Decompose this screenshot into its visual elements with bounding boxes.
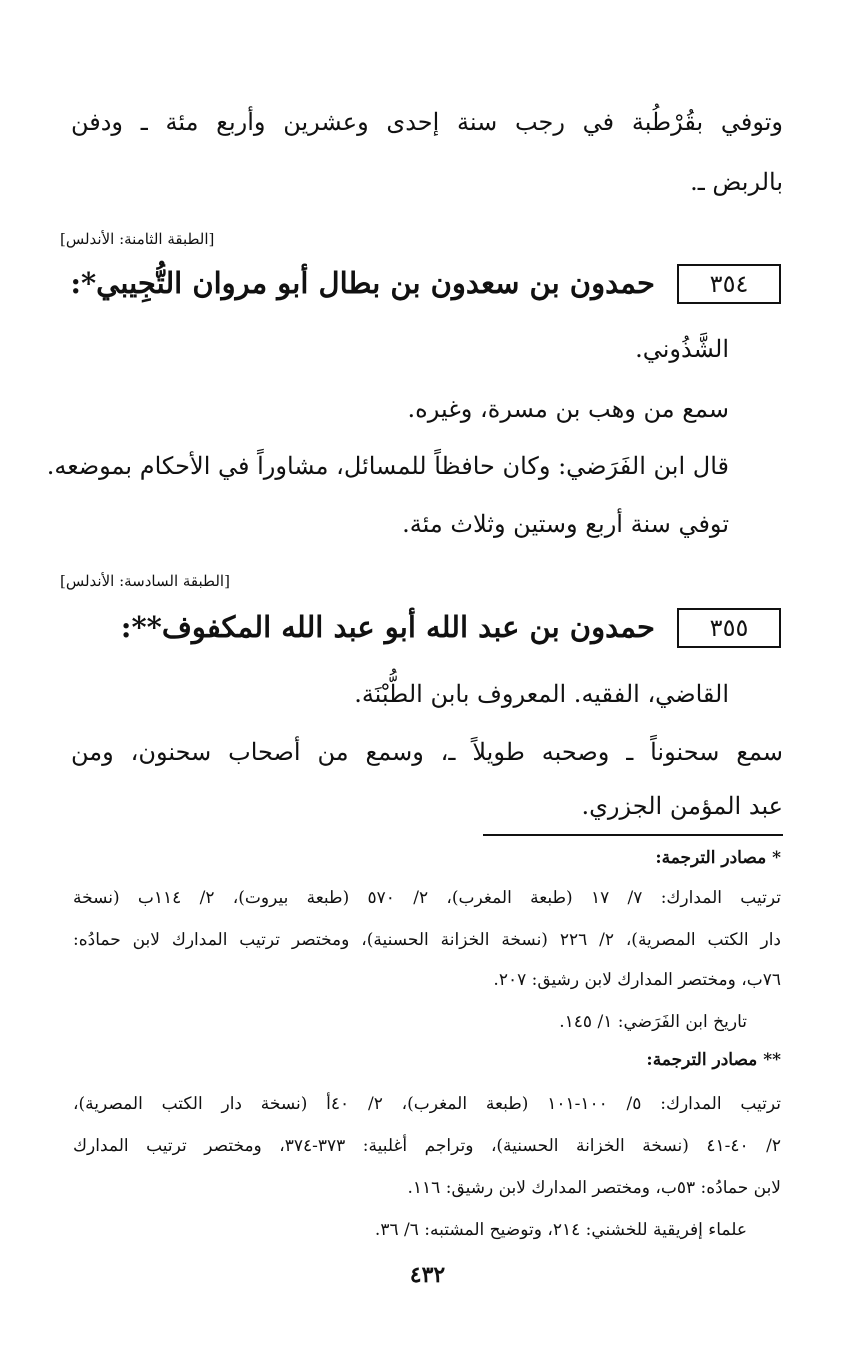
footnote-line: علماء إفريقية للخشني: ٢١٤، وتوضيح المشتبه: ٦/ ٣٦.: [374, 1220, 747, 1240]
footnote-line: ترتيب المدارك: ٧/ ١٧ (طبعة المغرب)، ٢/ ٥٧٠ (طبعة بيروت)، ٢/ ١١٤ب (نسخة: [73, 888, 781, 908]
footnote-heading: * مصادر الترجمة:: [655, 848, 781, 868]
body-line: توفي سنة أربع وستين وثلاث مئة.: [402, 510, 729, 538]
entry-number: ٣٥٥: [709, 614, 749, 642]
body-line: عبد المؤمن الجزري.: [581, 792, 783, 820]
section-tag: [الطبقة السادسة: الأندلس]: [60, 572, 230, 590]
body-line: القاضي، الفقيه. المعروف بابن الطُّبْنَة.: [354, 680, 729, 708]
footnote-line: دار الكتب المصرية)، ٢/ ٢٢٦ (نسخة الخزانة الحسنية)، ومختصر ترتيب المدارك لابن حمادُه:: [73, 930, 781, 950]
footnote-line: ٢/ ٤٠-٤١ (نسخة الخزانة الحسنية)، وتراجم أغلبية: ٣٧٣-٣٧٤، ومختصر ترتيب المدارك: [73, 1136, 781, 1156]
footnote-line: لابن حمادُه: ٥٣ب، ومختصر المدارك لابن رشيق: ١١٦.: [407, 1178, 781, 1198]
entry-number-box: [677, 264, 781, 304]
entry-header: [0, 264, 855, 314]
body-line: بالربض ـ.: [690, 168, 783, 196]
body-line: وتوفي بقُرْطُبة في رجب سنة إحدى وعشرين وأربع مئة ـ ودفن: [71, 108, 783, 136]
entry-number-box: [677, 608, 781, 648]
section-tag: [الطبقة الثامنة: الأندلس]: [60, 230, 215, 248]
page-number: ٤٣٢: [409, 1262, 446, 1288]
body-line: قال ابن الفَرَضي: وكان حافظاً للمسائل، مشاوراً في الأحكام بموضعه.: [46, 452, 729, 480]
entry-title: حمدون بن سعدون بن بطال أبو مروان التُّجِيبي*:: [70, 266, 655, 300]
entry-title: حمدون بن عبد الله أبو عبد الله المكفوف**:: [120, 610, 655, 644]
footnote-divider: [483, 834, 783, 836]
footnote-heading: ** مصادر الترجمة:: [646, 1050, 781, 1070]
body-line: سمع سحنوناً ـ وصحبه طويلاً ـ، وسمع من أصحاب سحنون، ومن: [71, 738, 783, 766]
footnote-line: تاريخ ابن الفَرَضي: ١/ ١٤٥.: [559, 1012, 747, 1032]
footnote-line: ترتيب المدارك: ٥/ ١٠٠-١٠١ (طبعة المغرب)، ٢/ ٤٠أ (نسخة دار الكتب المصرية)،: [73, 1094, 781, 1114]
entry-number: ٣٥٤: [709, 270, 749, 298]
footnote-line: ٧٦ب، ومختصر المدارك لابن رشيق: ٢٠٧.: [493, 970, 781, 990]
entry-header: [0, 608, 855, 658]
body-line: الشَّذُوني.: [635, 335, 729, 363]
body-line: سمع من وهب بن مسرة، وغيره.: [407, 395, 729, 423]
